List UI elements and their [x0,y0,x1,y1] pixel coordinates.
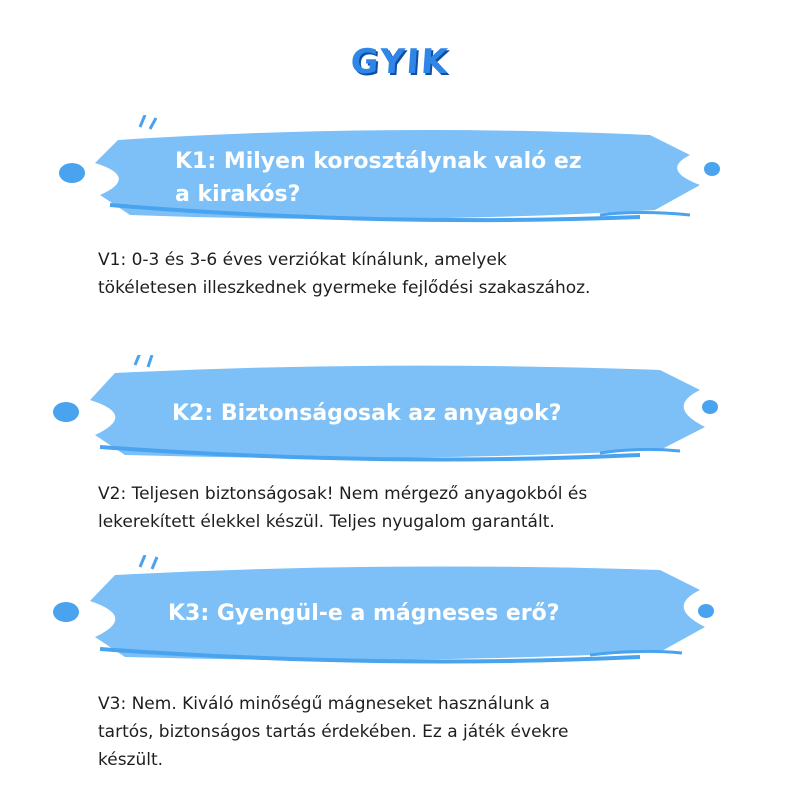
faq-question-banner-2 [0,355,800,475]
faq-answer-3-line3: készült. [98,750,164,770]
faq-answer-1 [98,246,590,302]
faq-answer-3-line1: V3: Nem. Kiváló minőségű mágneseket használunk a [98,694,550,714]
faq-answer-1-line2: tökéletesen illeszkednek gyermeke fejlődési szakaszához. [98,278,591,298]
faq-question-3-line1: K3: Gyengül-e a mágneses erő? [168,601,560,626]
faq-answer-3-line2: tartós, biztonságos tartás érdekében. Ez a játék évekre [98,722,569,742]
faq-question-banner-3 [0,555,800,675]
faq-question-1-line1: K1: Milyen korosztálynak való ez [175,149,582,174]
faq-question-banner-1 [0,115,800,235]
faq-answer-2 [98,480,587,536]
faq-question-1-line2: a kirakós? [175,182,301,207]
faq-question-2-line1: K2: Biztonságosak az anyagok? [172,401,562,426]
faq-answer-2-line2: lekerekített élekkel készül. Teljes nyugalom garantált. [98,512,555,532]
page-title: GYIK [349,42,451,82]
faq-answer-3 [98,690,568,774]
faq-answer-1-line1: V1: 0-3 és 3-6 éves verziókat kínálunk, amelyek [98,250,507,270]
faq-answer-2-line1: V2: Teljesen biztonságosak! Nem mérgező anyagokból és [98,484,588,504]
